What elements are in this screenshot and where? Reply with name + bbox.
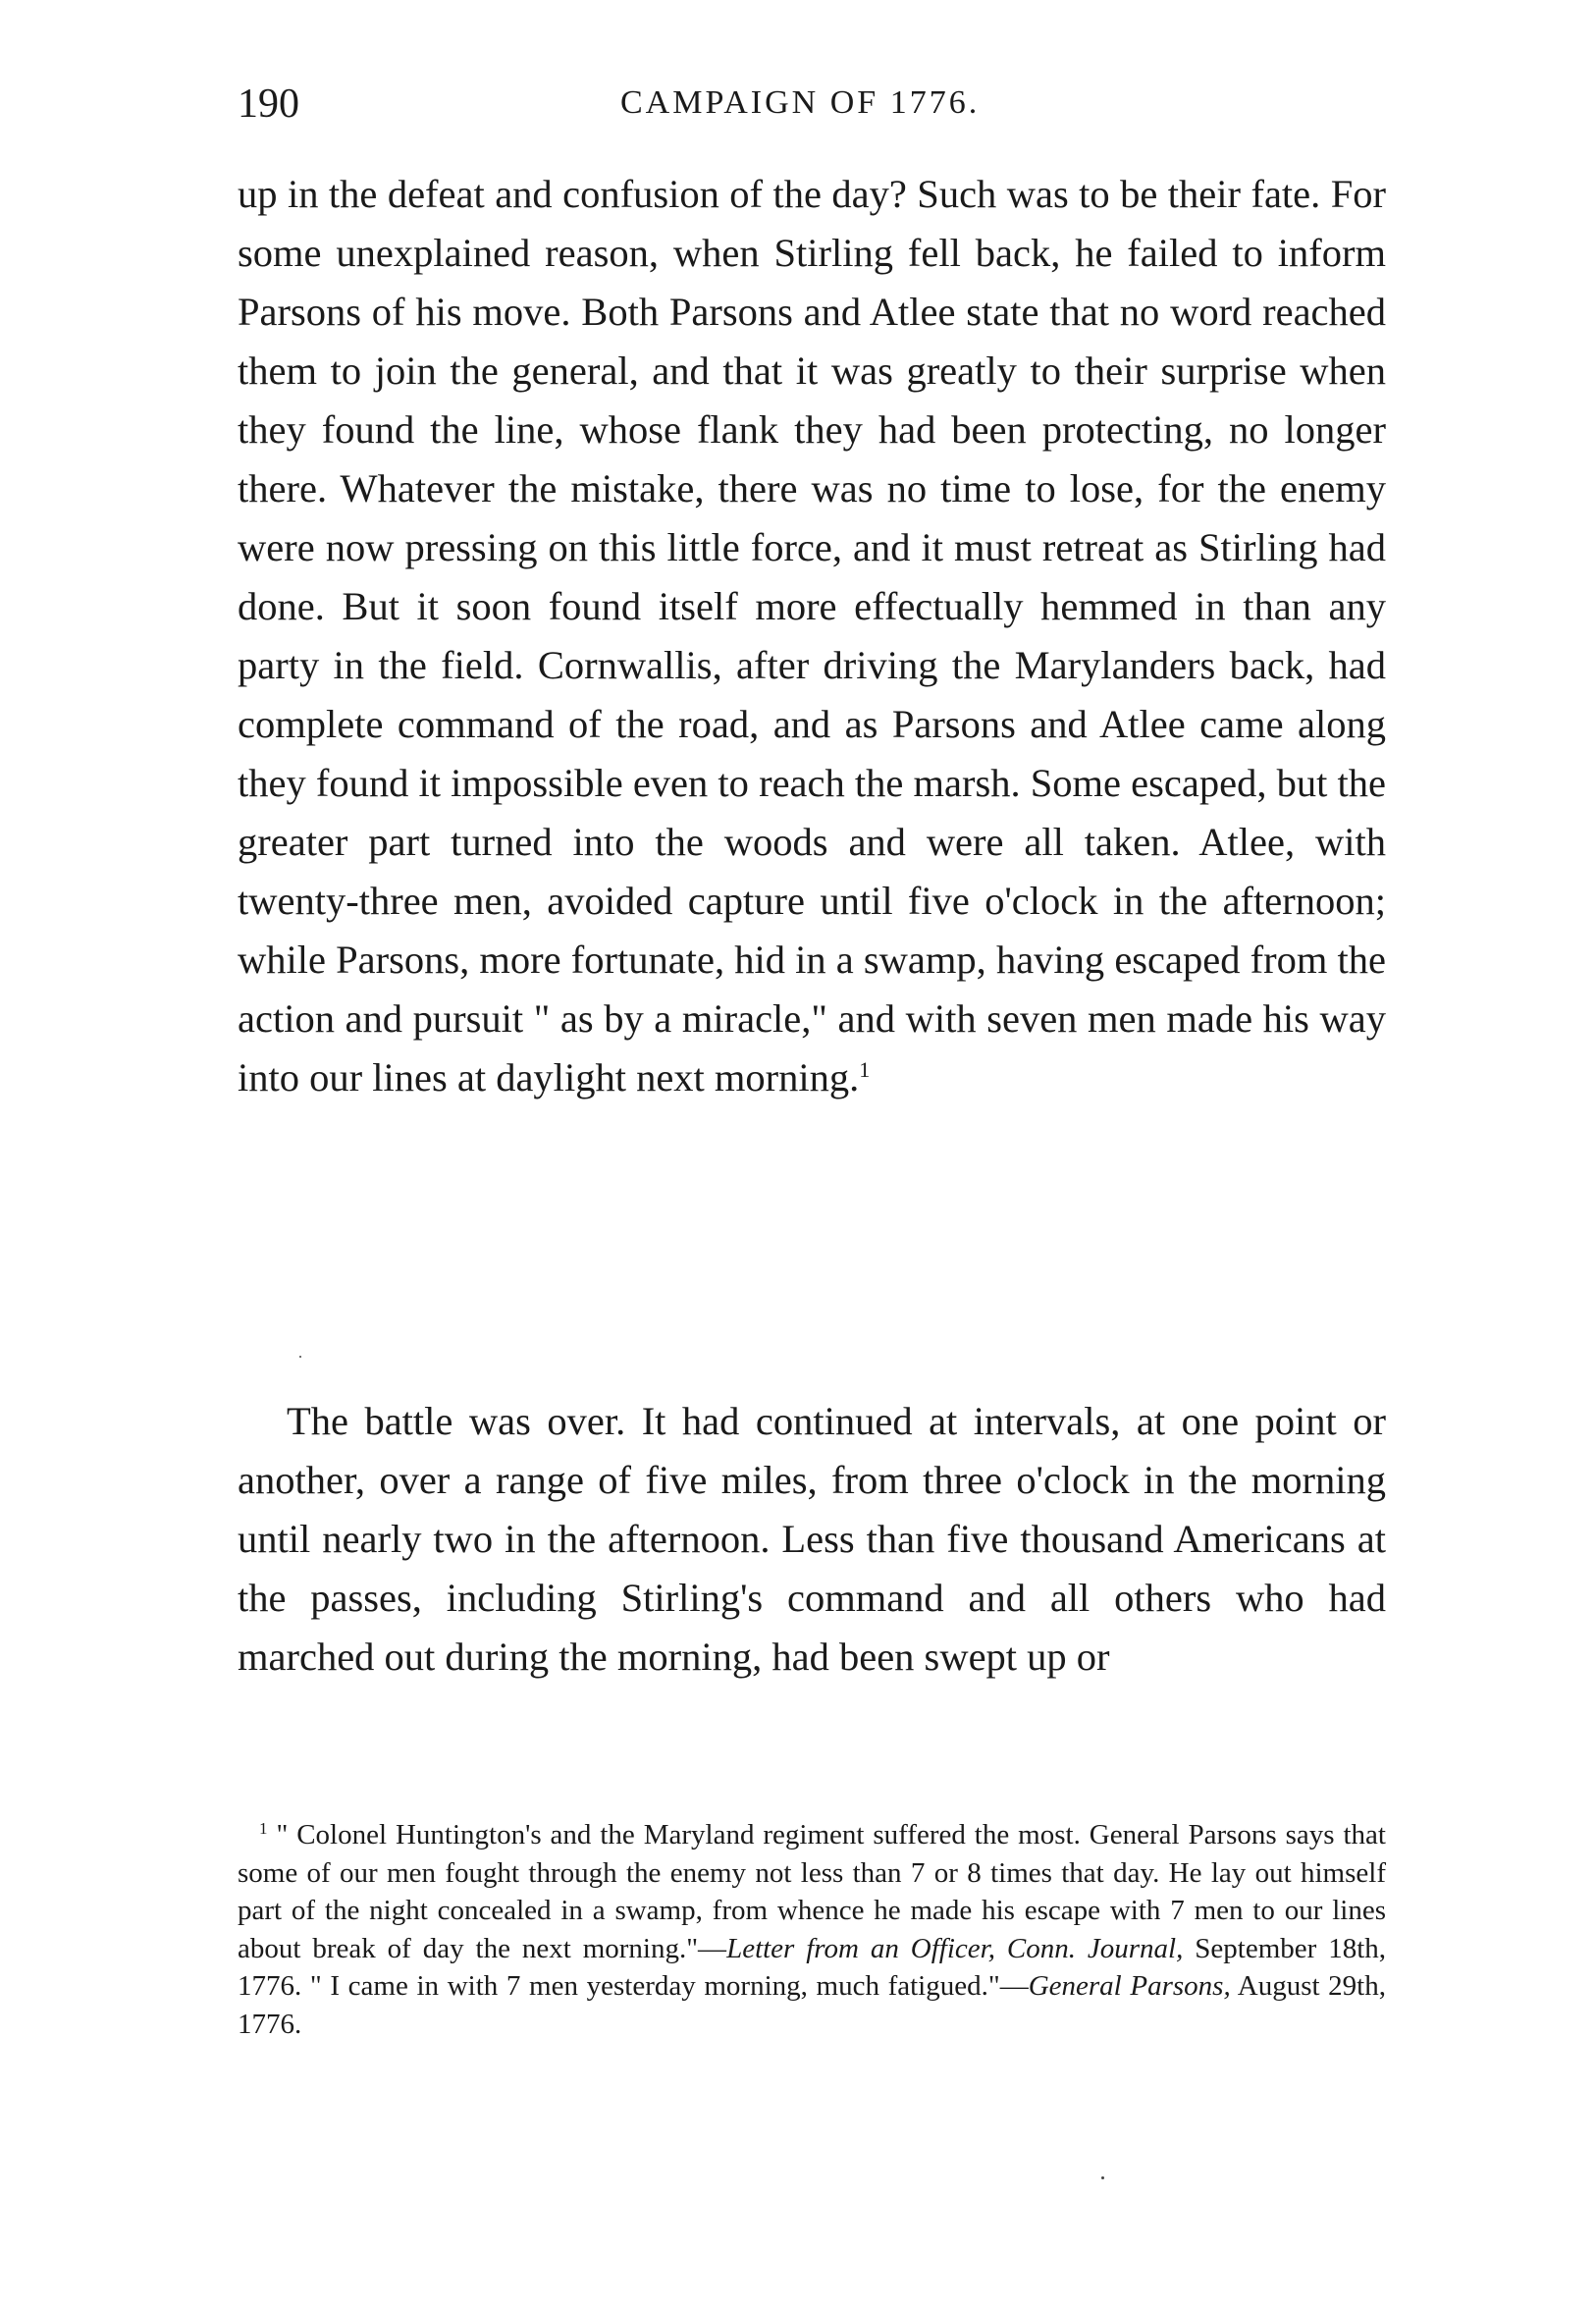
body-paragraph-2: The battle was over. It had continued at intervals, at one point or another, over a range of five miles, from three o'clock in the morning until nearly two in the afternoon. Less than five thousand Americans at the passes, including Stirling's command and all others who had marched out during the morning, had been swept up or (238, 1399, 1386, 1679)
footnote-text-1: " Colonel Huntington's and the Maryland regiment suffered the most. General Parsons says that some of our men fought through the enemy not less than 7 or 8 times that day. He lay out himself part of the night concealed in a swamp, from whence he made his escape with 7 men to our lines about break of day the next morning."— (238, 1819, 1386, 1964)
footnote-source-2: General Parsons, (1028, 1970, 1231, 2002)
running-head (238, 80, 1371, 135)
paragraph-1-text: up in the defeat and confusion of the day? Such was to be their fate. For some unexplained reason, when Stirling fell back, he failed to inform Parsons of his move. Both Parsons and Atlee state that no word reached them to join the general, and that it was greatly to their surprise when they found the line, whose flank they had been protecting, no longer there. Whatever the mistake, there was no time to lose, for the enemy were now pressing on this little force, and it must retreat as Stirling had done. But it soon found itself more effectually hemmed in than any party in the field. Cornwallis, after driving the Marylanders back, had complete command of the road, and as Parsons and Atlee came along they found it impossible even to reach the marsh. Some escaped, but the greater part turned into the woods and were all taken. Atlee, with twenty-three men, avoided capture until five o'clock in the afternoon; while Parsons, more fortunate, hid in a swamp, having escaped from the action and pursuit " as by a miracle," and with seven men made his way into our lines at daylight next morning. (238, 172, 1386, 1099)
footnote-text-2: September 18th, 1776. " I came in with 7 men yesterday morning, much fatigued."— (238, 1932, 1387, 2002)
page-number: 190 (238, 81, 299, 127)
footnote-source-1: Letter from an Officer, Conn. Journal, (726, 1932, 1184, 1964)
paper-speck (299, 1356, 301, 1358)
footnote-text-3: August 29th, 1776. (238, 1970, 1386, 2040)
footnote (238, 1816, 1386, 2043)
paper-speck (1101, 2176, 1104, 2179)
body-paragraph-1 (238, 165, 1386, 1107)
footnote-marker: 1 (259, 1819, 268, 1838)
running-title: CAMPAIGN OF 1776. (620, 84, 981, 121)
footnote-reference: 1 (859, 1057, 871, 1082)
